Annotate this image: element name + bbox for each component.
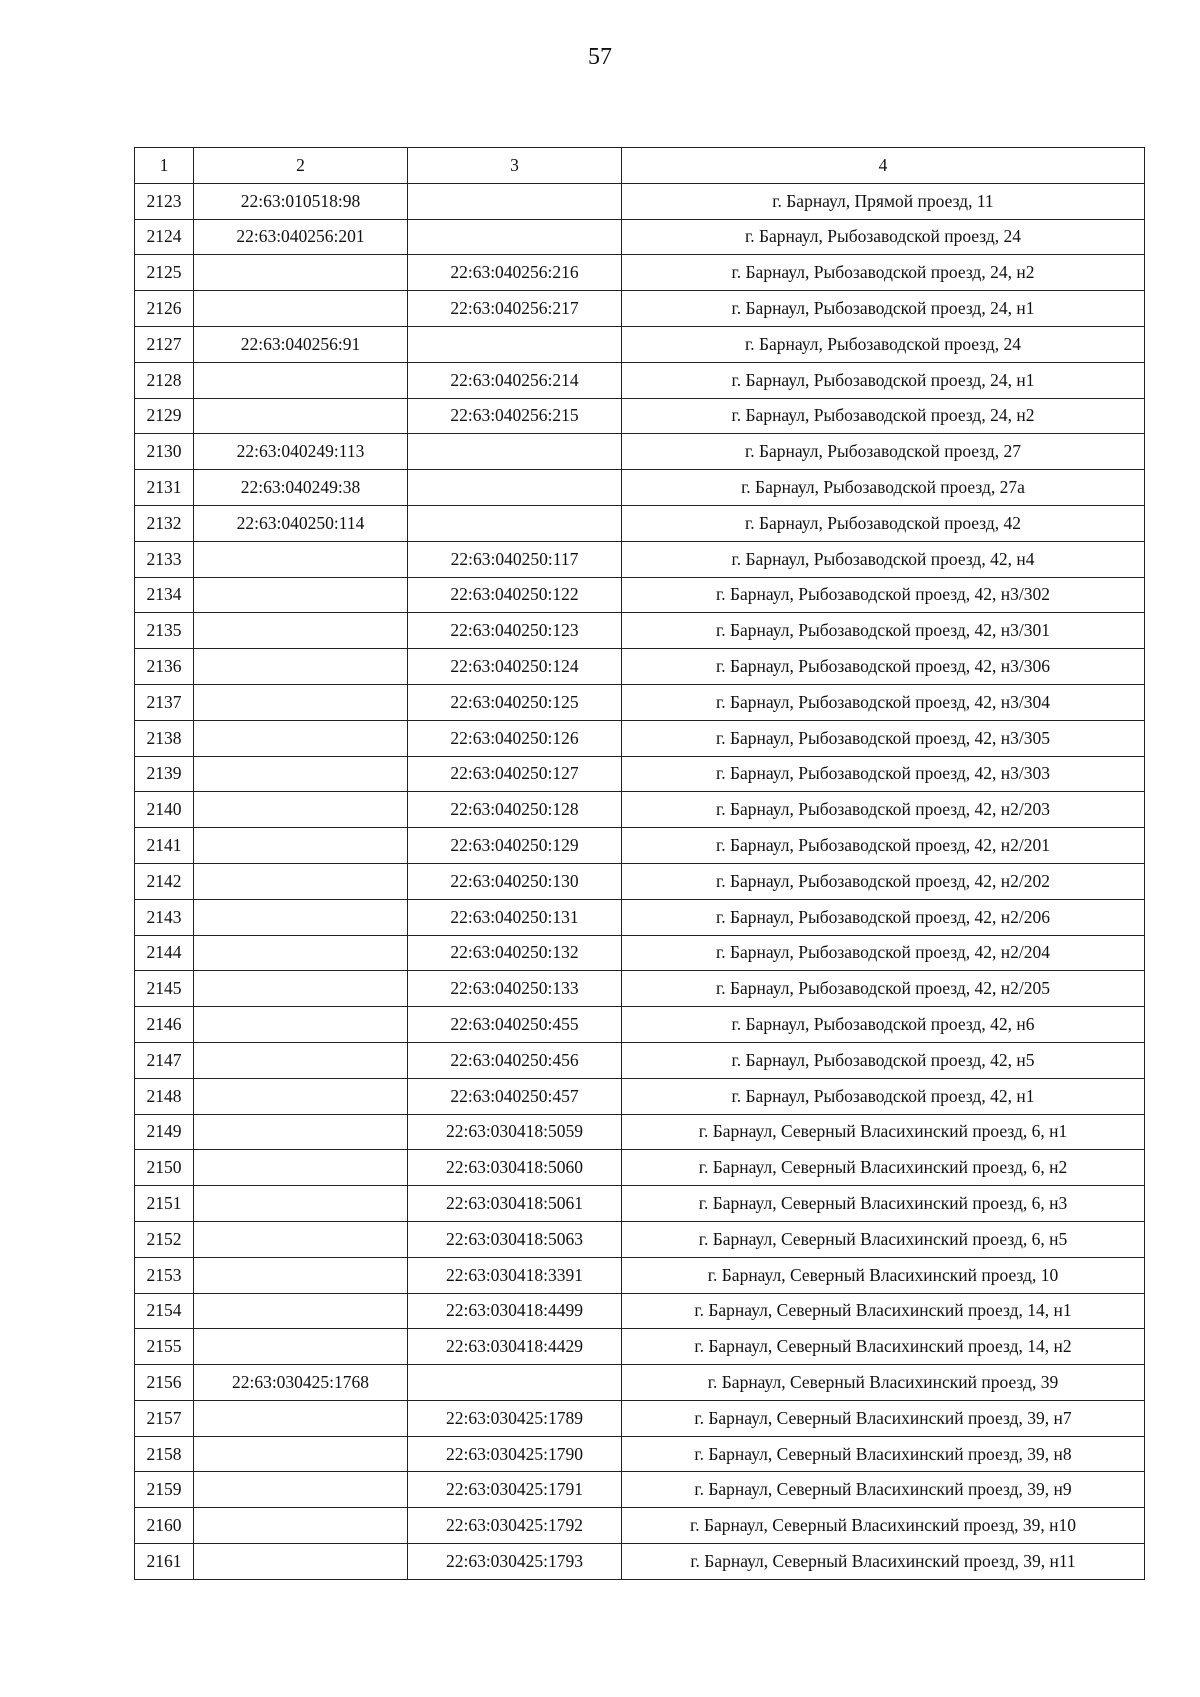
table-row [135,1042,1145,1078]
row-number-cell: 2127 [135,326,194,362]
building-number-cell: 22:63:040250:455 [408,1007,622,1043]
row-number-cell: 2131 [135,470,194,506]
building-number-cell: 22:63:030418:5061 [408,1186,622,1222]
table-row [135,183,1145,219]
table-row [135,1544,1145,1580]
building-number-cell: 22:63:030418:5059 [408,1114,622,1150]
address-cell: г. Барнаул, Северный Власихинский проезд, 14, н1 [622,1293,1145,1329]
address-cell: г. Барнаул, Рыбозаводской проезд, 42, н5 [622,1042,1145,1078]
parcel-number-cell [194,1508,408,1544]
parcel-number-cell [194,1007,408,1043]
address-cell: г. Барнаул, Северный Власихинский проезд, 6, н2 [622,1150,1145,1186]
address-cell: г. Барнаул, Рыбозаводской проезд, 42 [622,505,1145,541]
row-number-cell: 2147 [135,1042,194,1078]
registry-table [134,147,1145,1580]
building-number-cell: 22:63:040250:456 [408,1042,622,1078]
table-row [135,362,1145,398]
parcel-number-cell [194,720,408,756]
address-cell: г. Барнаул, Рыбозаводской проезд, 27 [622,434,1145,470]
address-cell: г. Барнаул, Рыбозаводской проезд, 42, н3/302 [622,577,1145,613]
row-number-cell: 2155 [135,1329,194,1365]
parcel-number-cell [194,398,408,434]
row-number-cell: 2132 [135,505,194,541]
table-row [135,1365,1145,1401]
table-row [135,1150,1145,1186]
parcel-number-cell [194,541,408,577]
row-number-cell: 2124 [135,219,194,255]
table-row [135,291,1145,327]
table-row [135,255,1145,291]
address-cell: г. Барнаул, Рыбозаводской проезд, 24, н2 [622,398,1145,434]
building-number-cell: 22:63:030425:1792 [408,1508,622,1544]
row-number-cell: 2160 [135,1508,194,1544]
building-number-cell: 22:63:040250:131 [408,899,622,935]
row-number-cell: 2140 [135,792,194,828]
building-number-cell: 22:63:030418:4429 [408,1329,622,1365]
header-col-3: 3 [408,148,622,184]
address-cell: г. Барнаул, Северный Власихинский проезд, 39, н9 [622,1472,1145,1508]
building-number-cell: 22:63:040256:215 [408,398,622,434]
parcel-number-cell [194,1078,408,1114]
table-row [135,1508,1145,1544]
parcel-number-cell: 22:63:010518:98 [194,183,408,219]
building-number-cell [408,505,622,541]
row-number-cell: 2157 [135,1400,194,1436]
row-number-cell: 2151 [135,1186,194,1222]
row-number-cell: 2152 [135,1221,194,1257]
table-row [135,1114,1145,1150]
building-number-cell: 22:63:040250:130 [408,863,622,899]
building-number-cell: 22:63:040250:125 [408,684,622,720]
building-number-cell: 22:63:040250:122 [408,577,622,613]
table-row [135,756,1145,792]
row-number-cell: 2161 [135,1544,194,1580]
building-number-cell: 22:63:040250:129 [408,828,622,864]
parcel-number-cell [194,1221,408,1257]
parcel-number-cell [194,935,408,971]
building-number-cell [408,1365,622,1401]
row-number-cell: 2139 [135,756,194,792]
row-number-cell: 2126 [135,291,194,327]
parcel-number-cell [194,649,408,685]
address-cell: г. Барнаул, Северный Власихинский проезд, 39, н10 [622,1508,1145,1544]
parcel-number-cell: 22:63:040249:113 [194,434,408,470]
row-number-cell: 2123 [135,183,194,219]
table-row [135,720,1145,756]
table-row [135,899,1145,935]
table-row [135,1293,1145,1329]
row-number-cell: 2130 [135,434,194,470]
parcel-number-cell [194,1400,408,1436]
building-number-cell: 22:63:040250:133 [408,971,622,1007]
table-row [135,326,1145,362]
parcel-number-cell: 22:63:040256:91 [194,326,408,362]
address-cell: г. Барнаул, Северный Власихинский проезд, 6, н5 [622,1221,1145,1257]
row-number-cell: 2154 [135,1293,194,1329]
table-row [135,828,1145,864]
building-number-cell: 22:63:040250:127 [408,756,622,792]
table-row [135,935,1145,971]
parcel-number-cell [194,1042,408,1078]
parcel-number-cell: 22:63:040256:201 [194,219,408,255]
parcel-number-cell: 22:63:040250:114 [194,505,408,541]
parcel-number-cell [194,828,408,864]
header-col-1: 1 [135,148,194,184]
address-cell: г. Барнаул, Рыбозаводской проезд, 42, н6 [622,1007,1145,1043]
table-row [135,1400,1145,1436]
address-cell: г. Барнаул, Северный Власихинский проезд, 6, н3 [622,1186,1145,1222]
address-cell: г. Барнаул, Рыбозаводской проезд, 42, н2/201 [622,828,1145,864]
address-cell: г. Барнаул, Рыбозаводской проезд, 42, н3/305 [622,720,1145,756]
table-row [135,1007,1145,1043]
address-cell: г. Барнаул, Рыбозаводской проезд, 24, н1 [622,362,1145,398]
building-number-cell [408,470,622,506]
address-cell: г. Барнаул, Северный Власихинский проезд, 10 [622,1257,1145,1293]
row-number-cell: 2133 [135,541,194,577]
table-row [135,863,1145,899]
building-number-cell: 22:63:030425:1793 [408,1544,622,1580]
building-number-cell: 22:63:040250:132 [408,935,622,971]
row-number-cell: 2136 [135,649,194,685]
row-number-cell: 2148 [135,1078,194,1114]
table-row [135,470,1145,506]
parcel-number-cell [194,362,408,398]
row-number-cell: 2156 [135,1365,194,1401]
page-number: 57 [588,44,612,70]
building-number-cell: 22:63:030418:5060 [408,1150,622,1186]
table-row [135,971,1145,1007]
header-col-4: 4 [622,148,1145,184]
parcel-number-cell [194,1544,408,1580]
building-number-cell: 22:63:040250:117 [408,541,622,577]
table-row [135,398,1145,434]
table-row [135,1436,1145,1472]
row-number-cell: 2138 [135,720,194,756]
parcel-number-cell [194,1472,408,1508]
building-number-cell [408,219,622,255]
building-number-cell [408,326,622,362]
row-number-cell: 2128 [135,362,194,398]
parcel-number-cell [194,577,408,613]
address-cell: г. Барнаул, Рыбозаводской проезд, 42, н3/306 [622,649,1145,685]
parcel-number-cell: 22:63:040249:38 [194,470,408,506]
parcel-number-cell [194,255,408,291]
parcel-number-cell: 22:63:030425:1768 [194,1365,408,1401]
building-number-cell [408,183,622,219]
building-number-cell: 22:63:040250:457 [408,1078,622,1114]
address-cell: г. Барнаул, Рыбозаводской проезд, 42, н3/304 [622,684,1145,720]
row-number-cell: 2135 [135,613,194,649]
parcel-number-cell [194,971,408,1007]
building-number-cell: 22:63:040250:124 [408,649,622,685]
row-number-cell: 2137 [135,684,194,720]
address-cell: г. Барнаул, Рыбозаводской проезд, 24, н1 [622,291,1145,327]
table-row [135,684,1145,720]
address-cell: г. Барнаул, Рыбозаводской проезд, 24 [622,219,1145,255]
address-cell: г. Барнаул, Северный Власихинский проезд, 6, н1 [622,1114,1145,1150]
row-number-cell: 2146 [135,1007,194,1043]
building-number-cell: 22:63:030425:1790 [408,1436,622,1472]
building-number-cell: 22:63:030418:3391 [408,1257,622,1293]
address-cell: г. Барнаул, Северный Власихинский проезд, 39 [622,1365,1145,1401]
row-number-cell: 2125 [135,255,194,291]
building-number-cell: 22:63:040256:214 [408,362,622,398]
parcel-number-cell [194,684,408,720]
table-row [135,792,1145,828]
header-col-2: 2 [194,148,408,184]
parcel-number-cell [194,291,408,327]
parcel-number-cell [194,863,408,899]
address-cell: г. Барнаул, Прямой проезд, 11 [622,183,1145,219]
row-number-cell: 2158 [135,1436,194,1472]
table-row [135,1078,1145,1114]
building-number-cell: 22:63:030425:1791 [408,1472,622,1508]
table-row [135,1329,1145,1365]
table-row [135,219,1145,255]
address-cell: г. Барнаул, Рыбозаводской проезд, 42, н4 [622,541,1145,577]
address-cell: г. Барнаул, Рыбозаводской проезд, 42, н2/206 [622,899,1145,935]
address-cell: г. Барнаул, Северный Власихинский проезд, 39, н8 [622,1436,1145,1472]
address-cell: г. Барнаул, Рыбозаводской проезд, 42, н3/303 [622,756,1145,792]
row-number-cell: 2142 [135,863,194,899]
table-row [135,577,1145,613]
table-row [135,541,1145,577]
address-cell: г. Барнаул, Северный Власихинский проезд, 39, н11 [622,1544,1145,1580]
table-body [135,183,1145,1579]
address-cell: г. Барнаул, Рыбозаводской проезд, 42, н2/204 [622,935,1145,971]
building-number-cell [408,434,622,470]
row-number-cell: 2143 [135,899,194,935]
address-cell: г. Барнаул, Рыбозаводской проезд, 42, н2/203 [622,792,1145,828]
row-number-cell: 2149 [135,1114,194,1150]
address-cell: г. Барнаул, Рыбозаводской проезд, 27а [622,470,1145,506]
table-row [135,1257,1145,1293]
table-row [135,613,1145,649]
table-row [135,1472,1145,1508]
row-number-cell: 2145 [135,971,194,1007]
row-number-cell: 2159 [135,1472,194,1508]
table-row [135,1186,1145,1222]
row-number-cell: 2141 [135,828,194,864]
building-number-cell: 22:63:040250:128 [408,792,622,828]
row-number-cell: 2134 [135,577,194,613]
address-cell: г. Барнаул, Рыбозаводской проезд, 42, н2/205 [622,971,1145,1007]
row-number-cell: 2150 [135,1150,194,1186]
building-number-cell: 22:63:040250:126 [408,720,622,756]
row-number-cell: 2153 [135,1257,194,1293]
address-cell: г. Барнаул, Северный Власихинский проезд, 14, н2 [622,1329,1145,1365]
address-cell: г. Барнаул, Рыбозаводской проезд, 42, н3/301 [622,613,1145,649]
parcel-number-cell [194,792,408,828]
parcel-number-cell [194,899,408,935]
parcel-number-cell [194,1293,408,1329]
parcel-number-cell [194,756,408,792]
parcel-number-cell [194,1186,408,1222]
building-number-cell: 22:63:040256:216 [408,255,622,291]
table-row [135,649,1145,685]
address-cell: г. Барнаул, Северный Власихинский проезд, 39, н7 [622,1400,1145,1436]
row-number-cell: 2129 [135,398,194,434]
address-cell: г. Барнаул, Рыбозаводской проезд, 24 [622,326,1145,362]
address-cell: г. Барнаул, Рыбозаводской проезд, 24, н2 [622,255,1145,291]
building-number-cell: 22:63:040256:217 [408,291,622,327]
table-row [135,1221,1145,1257]
building-number-cell: 22:63:040250:123 [408,613,622,649]
building-number-cell: 22:63:030425:1789 [408,1400,622,1436]
parcel-number-cell [194,1114,408,1150]
parcel-number-cell [194,1329,408,1365]
row-number-cell: 2144 [135,935,194,971]
table-row [135,434,1145,470]
address-cell: г. Барнаул, Рыбозаводской проезд, 42, н1 [622,1078,1145,1114]
building-number-cell: 22:63:030418:4499 [408,1293,622,1329]
parcel-number-cell [194,613,408,649]
parcel-number-cell [194,1257,408,1293]
header-row [135,148,1145,184]
parcel-number-cell [194,1436,408,1472]
table-row [135,505,1145,541]
address-cell: г. Барнаул, Рыбозаводской проезд, 42, н2/202 [622,863,1145,899]
building-number-cell: 22:63:030418:5063 [408,1221,622,1257]
parcel-number-cell [194,1150,408,1186]
